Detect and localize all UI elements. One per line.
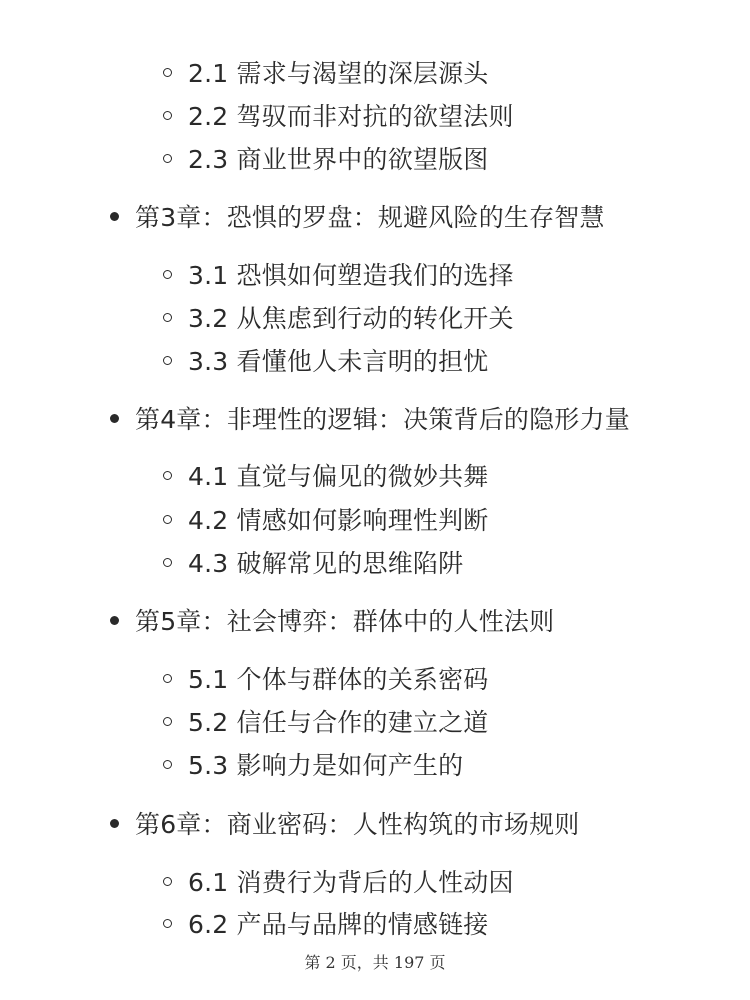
toc-section-4-1 xyxy=(163,455,489,495)
toc-section-2-3 xyxy=(163,138,489,178)
toc-section-label: 3.1 恐惧如何塑造我们的选择 xyxy=(188,261,514,290)
toc-chapter-6 xyxy=(110,803,580,843)
toc-chapter-5 xyxy=(110,600,554,640)
toc-section-label: 4.3 破解常见的思维陷阱 xyxy=(188,549,464,578)
toc-section-6-1 xyxy=(163,861,514,901)
toc-section-label: 6.2 产品与品牌的情感链接 xyxy=(188,910,489,939)
toc-section-5-1 xyxy=(163,658,489,698)
toc-section-label: 6.1 消费行为背后的人性动因 xyxy=(188,868,514,897)
hollow-bullet-icon xyxy=(163,154,172,163)
solid-bullet-icon xyxy=(110,819,119,828)
hollow-bullet-icon xyxy=(163,515,172,524)
toc-section-label: 4.2 情感如何影响理性判断 xyxy=(188,506,489,535)
toc-chapter-3 xyxy=(110,196,605,236)
hollow-bullet-icon xyxy=(163,877,172,886)
toc-section-label: 3.3 看懂他人未言明的担忧 xyxy=(188,347,489,376)
toc-section-label: 2.2 驾驭而非对抗的欲望法则 xyxy=(188,102,514,131)
toc-section-label: 3.2 从焦虑到行动的转化开关 xyxy=(188,304,514,333)
toc-section-3-1 xyxy=(163,254,514,294)
toc-chapter-label: 第3章：恐惧的罗盘：规避风险的生存智慧 xyxy=(135,203,605,232)
hollow-bullet-icon xyxy=(163,558,172,567)
toc-section-3-3 xyxy=(163,340,489,380)
toc-chapter-label: 第6章：商业密码：人性构筑的市场规则 xyxy=(135,810,580,839)
toc-chapter-4 xyxy=(110,398,630,438)
toc-section-6-2 xyxy=(163,903,489,943)
hollow-bullet-icon xyxy=(163,919,172,928)
hollow-bullet-icon xyxy=(163,471,172,480)
toc-section-2-1 xyxy=(163,52,489,92)
toc-chapter-label: 第5章：社会博弈：群体中的人性法则 xyxy=(135,607,555,636)
hollow-bullet-icon xyxy=(163,674,172,683)
toc-section-label: 5.2 信任与合作的建立之道 xyxy=(188,708,489,737)
solid-bullet-icon xyxy=(110,414,119,423)
hollow-bullet-icon xyxy=(163,270,172,279)
toc-section-5-2 xyxy=(163,701,489,741)
toc-section-3-2 xyxy=(163,297,514,337)
toc-section-label: 4.1 直觉与偏见的微妙共舞 xyxy=(188,462,489,491)
solid-bullet-icon xyxy=(110,616,119,625)
toc-section-2-2 xyxy=(163,95,514,135)
toc-section-label: 5.3 影响力是如何产生的 xyxy=(188,751,464,780)
toc-section-4-2 xyxy=(163,499,489,539)
hollow-bullet-icon xyxy=(163,717,172,726)
hollow-bullet-icon xyxy=(163,313,172,322)
toc-chapter-label: 第4章：非理性的逻辑：决策背后的隐形力量 xyxy=(135,405,630,434)
toc-section-5-3 xyxy=(163,744,463,784)
page-number-footer: 第 2 页，共 197 页 xyxy=(304,953,446,972)
solid-bullet-icon xyxy=(110,212,119,221)
hollow-bullet-icon xyxy=(163,111,172,120)
hollow-bullet-icon xyxy=(163,356,172,365)
toc-section-label: 2.3 商业世界中的欲望版图 xyxy=(188,145,489,174)
toc-section-4-3 xyxy=(163,542,463,582)
hollow-bullet-icon xyxy=(163,68,172,77)
toc-section-label: 2.1 需求与渴望的深层源头 xyxy=(188,59,489,88)
hollow-bullet-icon xyxy=(163,760,172,769)
toc-section-label: 5.1 个体与群体的关系密码 xyxy=(188,665,489,694)
